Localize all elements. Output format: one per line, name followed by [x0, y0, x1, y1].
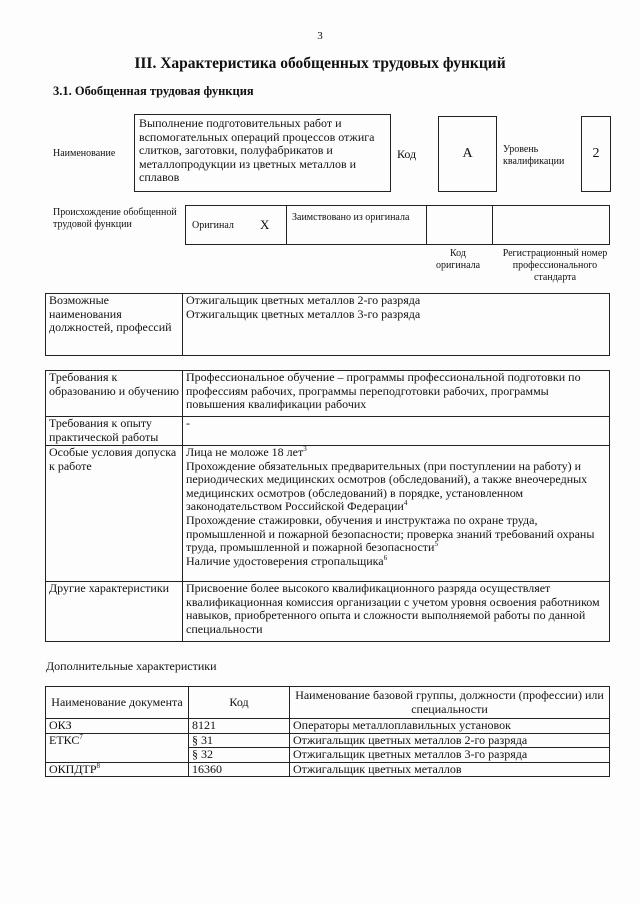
- positions-label: Возможные наименования должностей, профессий: [46, 294, 183, 356]
- reg-number-label: Регистрационный номер профессионального стандарта: [502, 248, 608, 283]
- other-label: Другие характеристики: [46, 582, 183, 642]
- code-label: Код: [397, 147, 417, 161]
- footnote-8: 8: [96, 761, 101, 770]
- row-doc: ЕТКС: [49, 732, 80, 747]
- edu-value: Профессиональное обучение – программы профессиональной подготовки по профессиям рабочих, программы переподготовки рабочих, программы повышения квалификации рабочих: [183, 371, 610, 417]
- row-name: Операторы металлоплавильных установок: [290, 719, 610, 734]
- positions-value: [183, 294, 610, 356]
- row-code: § 32: [189, 748, 290, 763]
- table-row: [46, 762, 610, 777]
- row-doc: ОКЗ: [49, 718, 72, 732]
- header-doc: Наименование документа: [46, 687, 189, 719]
- code-original-label: Код оригинала: [435, 248, 481, 271]
- row-name: Отжигальщик цветных металлов 2-го разряда: [290, 733, 610, 748]
- row-name: Отжигальщик цветных металлов: [290, 762, 610, 777]
- other-value: Присвоение более высокого квалификационного разряда осуществляет квалификационная комиссия организации с учетом уровня освоения работником навыков, приобретенного опыта и сложности выполняемой работы по данной специальности: [183, 582, 610, 642]
- additional-table: [45, 686, 610, 777]
- footnote-5: 5: [434, 540, 438, 549]
- borrowed-label: Заимствовано из оригинала: [292, 212, 410, 223]
- special-3: Прохождение стажировки, обучения и инструктажа по охране труда, промышленной и пожарной безопасности; проверка знаний требований охраны труда, промышленной и пожарной безопасности: [186, 512, 595, 555]
- special-4: Наличие удостоверения стропальщика: [186, 553, 384, 568]
- level-value: 2: [581, 116, 611, 192]
- row-code: 16360: [189, 762, 290, 777]
- origin-box: [185, 205, 610, 245]
- page-number: 3: [317, 30, 323, 42]
- level-label: Уровень квалификации: [503, 144, 565, 167]
- header-name: Наименование базовой группы, должности (профессии) или специальности: [290, 687, 610, 719]
- footnote-6: 6: [383, 553, 388, 562]
- footnote-3: 3: [303, 445, 307, 453]
- function-name: Выполнение подготовительных работ и вспомогательных операций процессов отжига слитков, заготовки, полуфабрикатов и металлопродукции из цветных металлов и сплавов: [134, 114, 391, 192]
- original-label: Оригинал: [192, 220, 234, 231]
- origin-label: Происхождение обобщенной трудовой функции: [53, 207, 177, 230]
- special-label: Особые условия допуска к работе: [46, 446, 183, 582]
- subsection-title: 3.1. Обобщенная трудовая функция: [53, 84, 254, 98]
- special-2: Прохождение обязательных предварительных (при поступлении на работу) и периодических медицинских осмотров (обследований), а также внеочередных медицинских осмотров (обследований) в порядке, установленном законодательством Российской Федерации: [186, 458, 588, 514]
- section-title: III. Характеристика обобщенных трудовых функций: [134, 55, 506, 72]
- footnote-4: 4: [403, 499, 408, 508]
- exp-label: Требования к опыту практической работы: [46, 417, 183, 446]
- position-2: Отжигальщик цветных металлов 3-го разряда: [186, 306, 421, 321]
- name-label: Наименование: [53, 148, 116, 159]
- positions-table: [45, 293, 610, 356]
- original-mark: X: [260, 217, 270, 232]
- additional-title: Дополнительные характеристики: [46, 659, 217, 673]
- special-1: Лица не моложе 18 лет: [186, 445, 304, 459]
- special-value: [183, 446, 610, 582]
- code-value: А: [438, 116, 497, 192]
- header-code: Код: [189, 687, 290, 719]
- footnote-7: 7: [79, 732, 83, 741]
- row-code: § 31: [189, 733, 290, 748]
- table-row: [46, 733, 610, 748]
- requirements-table: [45, 370, 610, 642]
- row-doc: ОКПДТР: [49, 761, 97, 776]
- row-name: Отжигальщик цветных металлов 3-го разряда: [290, 748, 610, 763]
- exp-value: -: [183, 417, 610, 446]
- edu-label: Требования к образованию и обучению: [46, 371, 183, 417]
- position-1: Отжигальщик цветных металлов 2-го разряда: [186, 293, 421, 307]
- table-row: [46, 719, 610, 734]
- row-code: 8121: [189, 719, 290, 734]
